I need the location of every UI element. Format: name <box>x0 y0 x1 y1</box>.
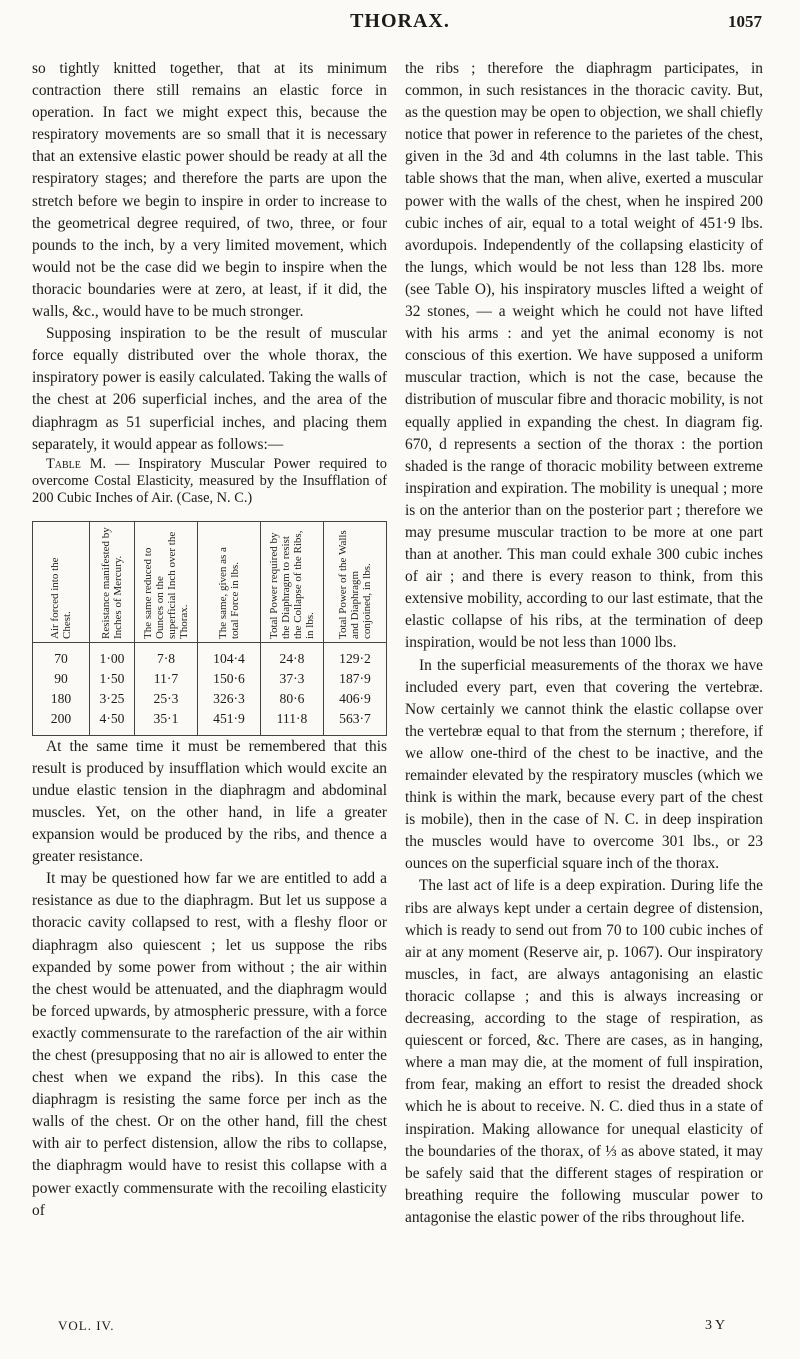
column-header: The same reduced to Ounces on the superficial Inch over the Thorax. <box>135 521 198 642</box>
table-row <box>33 642 387 669</box>
table-cell: 3·25 <box>90 689 135 709</box>
column-header: Resistance manifested by Inches of Mercury. <box>90 521 135 642</box>
paragraph: In the superficial measurements of the thorax we have included every part, even that covering the vertebræ. Now certainly we cannot think the elastic collapse over the vertebræ equal to that from the sternum ; therefore, if we allow one-third of the chest to be inactive, and the remainder elevated by the respiratory muscles (which we think is within the mark, because every part of the chest is mobile), then in the case of N. C. in deep inspiration the muscles would have to overcome 301 lbs., or 23 ounces on the superficial square inch of the thorax. <box>405 656 763 873</box>
inspiratory-power-table <box>32 521 387 736</box>
table-cell: 104·4 <box>198 642 261 669</box>
table-cell: 25·3 <box>135 689 198 709</box>
table-cell: 1·00 <box>90 642 135 669</box>
table-cell: 1·50 <box>90 669 135 689</box>
table-cell: 24·8 <box>261 642 324 669</box>
table-label: Table M. <box>46 455 107 472</box>
table-cell: 90 <box>33 669 90 689</box>
left-column <box>32 58 387 1222</box>
table-row <box>33 669 387 689</box>
volume-footer: VOL. IV. <box>58 1318 115 1333</box>
column-header: Total Power required by the Diaphragm to resist the Collapse of the Ribs, in lbs. <box>261 521 324 642</box>
paragraph: Supposing inspiration to be the result of muscular force equally distributed over the whole thorax, the inspiratory power is easily calculated. Taking the walls of the chest at 206 superficial inches, and the area of the diaphragm as 51 superficial inches, and placing them separately, it would appear as follows:— <box>32 325 387 453</box>
table-cell: 7·8 <box>135 642 198 669</box>
paragraph: so tightly knitted together, that at its minimum contraction there still remains an elastic force in operation. In fact we might expect this, because the respiratory movements are so small that it is necessary that an extensive elastic power should be ready at all the respiratory stages; and therefore the parts are upon the stretch before we begin to inspire in order to increase to the geometrical degree required, of two, three, or four pounds to the inch, by a very limited movement, which would not be the case did we begin to inspire when the thoracic boundaries were at zero, at least, if it did, the walls, &c., would have to be much stronger. <box>32 60 387 321</box>
table-cell: 187·9 <box>324 669 387 689</box>
table-cell: 326·3 <box>198 689 261 709</box>
table-cell: 150·6 <box>198 669 261 689</box>
right-column <box>405 58 763 1229</box>
table-cell: 180 <box>33 689 90 709</box>
paragraph: The last act of life is a deep expiration. During life the ribs are always kept under a certain degree of distension, which is ready to send out from 70 to 100 cubic inches of air at any moment (Reserve air, p. 1067). Our inspiratory muscles, in fact, are always antagonising an elastic thoracic collapse ; and this is always increasing or decreasing, according to the stage of respiration, as quiescent or forced, &c. There are cases, as in hanging, where a man may die, at the moment of full inspiration, from fear, making an effort to resist the dreaded shock which he is about to receive. N. C. died thus in a state of inspiration. Making allowance for unequal elasticity of the boundaries of the thorax, of ⅓ as above stated, it may be safely said that the different stages of respiration or breathing require the following muscular power to antagonise the elastic power of the ribs throughout life. <box>405 877 763 1226</box>
column-header: Air forced into the Chest. <box>33 521 90 642</box>
table-cell: 70 <box>33 642 90 669</box>
table-header-row <box>33 521 387 642</box>
table-cell: 111·8 <box>261 709 324 736</box>
table-cell: 200 <box>33 709 90 736</box>
column-header: The same, given as a total Force in lbs. <box>198 521 261 642</box>
table-row <box>33 709 387 736</box>
column-header: Total Power of the Walls and Diaphragm conjoined, in lbs. <box>324 521 387 642</box>
table-cell: 406·9 <box>324 689 387 709</box>
table-cell: 451·9 <box>198 709 261 736</box>
page-header <box>0 10 800 50</box>
table-caption <box>32 456 387 507</box>
table-cell: 37·3 <box>261 669 324 689</box>
table-cell: 80·6 <box>261 689 324 709</box>
paragraph: the ribs ; therefore the diaphragm participates, in common, in such resistances in the thoracic cavity. But, as the question may be open to objection, we shall chiefly notice that power in reference to the parietes of the chest, given in the 3d and 4th columns in the last table. This table shows that the man, when alive, exerted a muscular power with the walls of the chest, when he inspired 200 cubic inches of air, equal to a total weight of 451·9 lbs. avordupois. Independently of the collapsing elasticity of the lungs, which would be not less than 128 lbs. more (see Table O), his inspiratory muscles lifted a weight of 32 stones, — a weight which he could not have lifted with his arms : and yet the animal economy is not conscious of this exertion. We have supposed a uniform muscular traction, which is not the case, because the distribution of muscular fibre and thoracic mobility, is not equally applied in expanding the chest. In diagram fig. 670, d represents a section of the thorax : the portion shaded is the range of thoracic mobility between extreme inspiration and expiration. The mobility is unequal ; more is on the anterior than on the posterior part ; therefore we may presume muscular traction to be more at one part than at another. This man could exhale 300 cubic inches of air ; and there is every reason to think, from this extensive mobility, according to our last estimate, that the elastic collapse of his ribs, at the termination of deep inspiration, would be not less than 1000 lbs. <box>405 60 763 652</box>
running-title: THORAX. <box>350 10 450 32</box>
table-cell: 11·7 <box>135 669 198 689</box>
table-cell: 563·7 <box>324 709 387 736</box>
table-cell: 129·2 <box>324 642 387 669</box>
paragraph: At the same time it must be remembered that this result is produced by insufflation which would excite an undue elastic tension in the diaphragm and abdominal muscles. Yet, on the other hand, in life a greater expansion would be produced by the ribs, and thence a greater resistance. <box>32 737 387 866</box>
table-caption-text: — Inspiratory Muscular Power required to overcome Costal Elasticity, measured by the Insufflation of 200 Cubic Inches of Air. (Case, N. C.) <box>32 455 387 506</box>
table-cell: 35·1 <box>135 709 198 736</box>
signature-mark: 3 Y <box>705 1318 726 1333</box>
paragraph: It may be questioned how far we are entitled to add a resistance as due to the diaphragm. But let us suppose a thoracic cavity collapsed to rest, with a fleshy floor or diaphragm also quiescent ; let us suppose the ribs expanded by some power from without ; the air within the chest would be attenuated, and the diaphragm would be forced upwards, by atmospheric pressure, with a force exactly commensurate to the rarefaction of the air within the chest (presupposing that no air is allowed to enter the chest when we expand the ribs). In this case the diaphragm is resisting the same force per inch as the walls of the chest. Or on the other hand, fill the chest with air to perfect distension, allow the ribs to collapse, the diaphragm would have to resist this collapse with a power exactly commensurate with the recoiling elasticity of <box>32 870 387 1219</box>
table-row <box>33 689 387 709</box>
page-number: 1057 <box>728 12 762 31</box>
table-cell: 4·50 <box>90 709 135 736</box>
